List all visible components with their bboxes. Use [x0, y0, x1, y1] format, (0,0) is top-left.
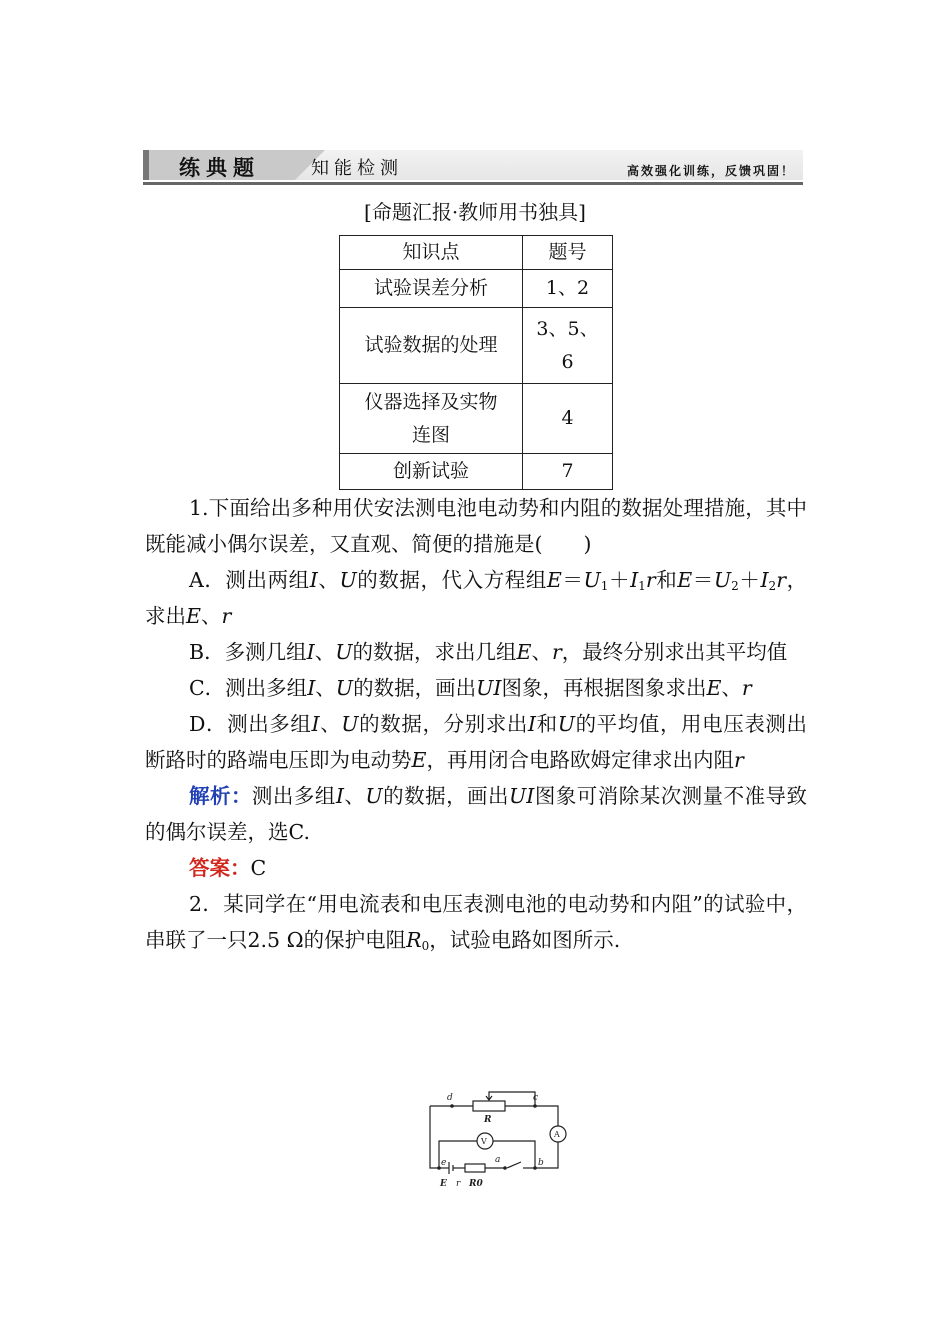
- label-c: c: [533, 1093, 539, 1103]
- label-d: d: [447, 1093, 453, 1103]
- analysis-label: 解析：: [189, 784, 252, 808]
- section-banner: [143, 150, 803, 186]
- answer-label: 答案：: [189, 856, 251, 880]
- table-caption: [命题汇报·教师用书独具]: [364, 200, 586, 224]
- label-a: a: [495, 1155, 501, 1165]
- protective-resistor: [465, 1164, 485, 1172]
- question-1-stem: 1.下面给出多种用伏安法测电池电动势和内阻的数据处理措施，其中既能减小偶尔误差，又直观、简便的措施是( ): [145, 496, 807, 556]
- answer-value: C: [250, 856, 267, 880]
- label-r0: R0: [469, 1179, 483, 1189]
- label-rheostat: R: [484, 1115, 492, 1125]
- table-row: [340, 384, 613, 454]
- table-cell-numbers: 1、2: [523, 270, 613, 308]
- question-1-option-c: C．测出多组I、U的数据，画出UI图象，再根据图象求出E、r: [189, 676, 752, 700]
- label-r: r: [456, 1179, 461, 1189]
- label-voltmeter: V: [481, 1137, 487, 1146]
- question-1-analysis: 解析：测出多组I、U的数据，画出UI图象可消除某次测量不准导致的偶尔误差，选C.: [145, 784, 808, 844]
- knowledge-table: [339, 235, 613, 490]
- wire-top-right: [505, 1106, 558, 1126]
- banner-subtitle: 知能检测: [311, 158, 403, 179]
- table-cell-topic-line: 仪器选择及实物: [364, 390, 498, 413]
- table-cell-numbers: 4: [523, 384, 613, 454]
- table-row: [340, 308, 613, 384]
- question-1-answer: [145, 850, 807, 886]
- node-d: [450, 1104, 454, 1108]
- label-emf: E: [440, 1179, 447, 1189]
- node-c: [533, 1104, 537, 1108]
- circuit-diagram: [425, 1086, 575, 1192]
- table-row: [340, 454, 613, 490]
- table-cell-topic: [340, 384, 523, 454]
- question-1-option-a: A．测出两组I、U的数据，代入方程组$E=U_1+I_1r$和$E=U_2+I_2r$，求出E、r: [145, 568, 808, 628]
- node-b: [533, 1166, 537, 1170]
- question-body: [145, 490, 807, 958]
- table-cell-numbers: 7: [523, 454, 613, 490]
- table-header-number: 题号: [523, 236, 613, 270]
- question-2-stem: 2．某同学在“用电流表和电压表测电池的电动势和内阻”的试验中，串联了一只2.5 Ω的保护电阻$R_0$，试验电路如图所示.: [145, 892, 807, 953]
- table-cell-topic: 试验数据的处理: [340, 308, 523, 384]
- banner-slogan: 高效强化训练，反馈巩固！: [626, 164, 795, 178]
- table-cell-topic-line: 连图: [411, 423, 450, 446]
- table-cell-numbers-line: 6: [561, 350, 574, 373]
- banner-underline: [143, 182, 803, 185]
- table-cell-numbers: [523, 308, 613, 384]
- wire-left: [430, 1106, 439, 1168]
- node-a: [503, 1166, 507, 1170]
- label-b: b: [538, 1158, 544, 1168]
- label-e: e: [441, 1158, 447, 1168]
- table-row: [340, 270, 613, 308]
- question-1-option-d: D．测出多组I、U的数据，分别求出I和U的平均值，用电压表测出断路时的路端电压即为电动势E，再用闭合电路欧姆定律求出内阻r: [145, 712, 808, 772]
- rheostat-slider: [489, 1092, 535, 1106]
- table-cell-numbers-line: 3、5、: [536, 317, 599, 340]
- table-header-topic: 知识点: [340, 236, 523, 270]
- question-1-option-b: B．多测几组I、U的数据，求出几组E、r，最终分别求出其平均值: [189, 640, 788, 664]
- rheostat-body: [473, 1101, 505, 1111]
- table-header-row: [340, 236, 613, 270]
- label-ammeter: A: [554, 1130, 560, 1139]
- switch-blade: [507, 1162, 521, 1168]
- table-cell-topic: 创新试验: [340, 454, 523, 490]
- banner-tag: 练典题: [179, 156, 260, 180]
- table-cell-topic: 试验误差分析: [340, 270, 523, 308]
